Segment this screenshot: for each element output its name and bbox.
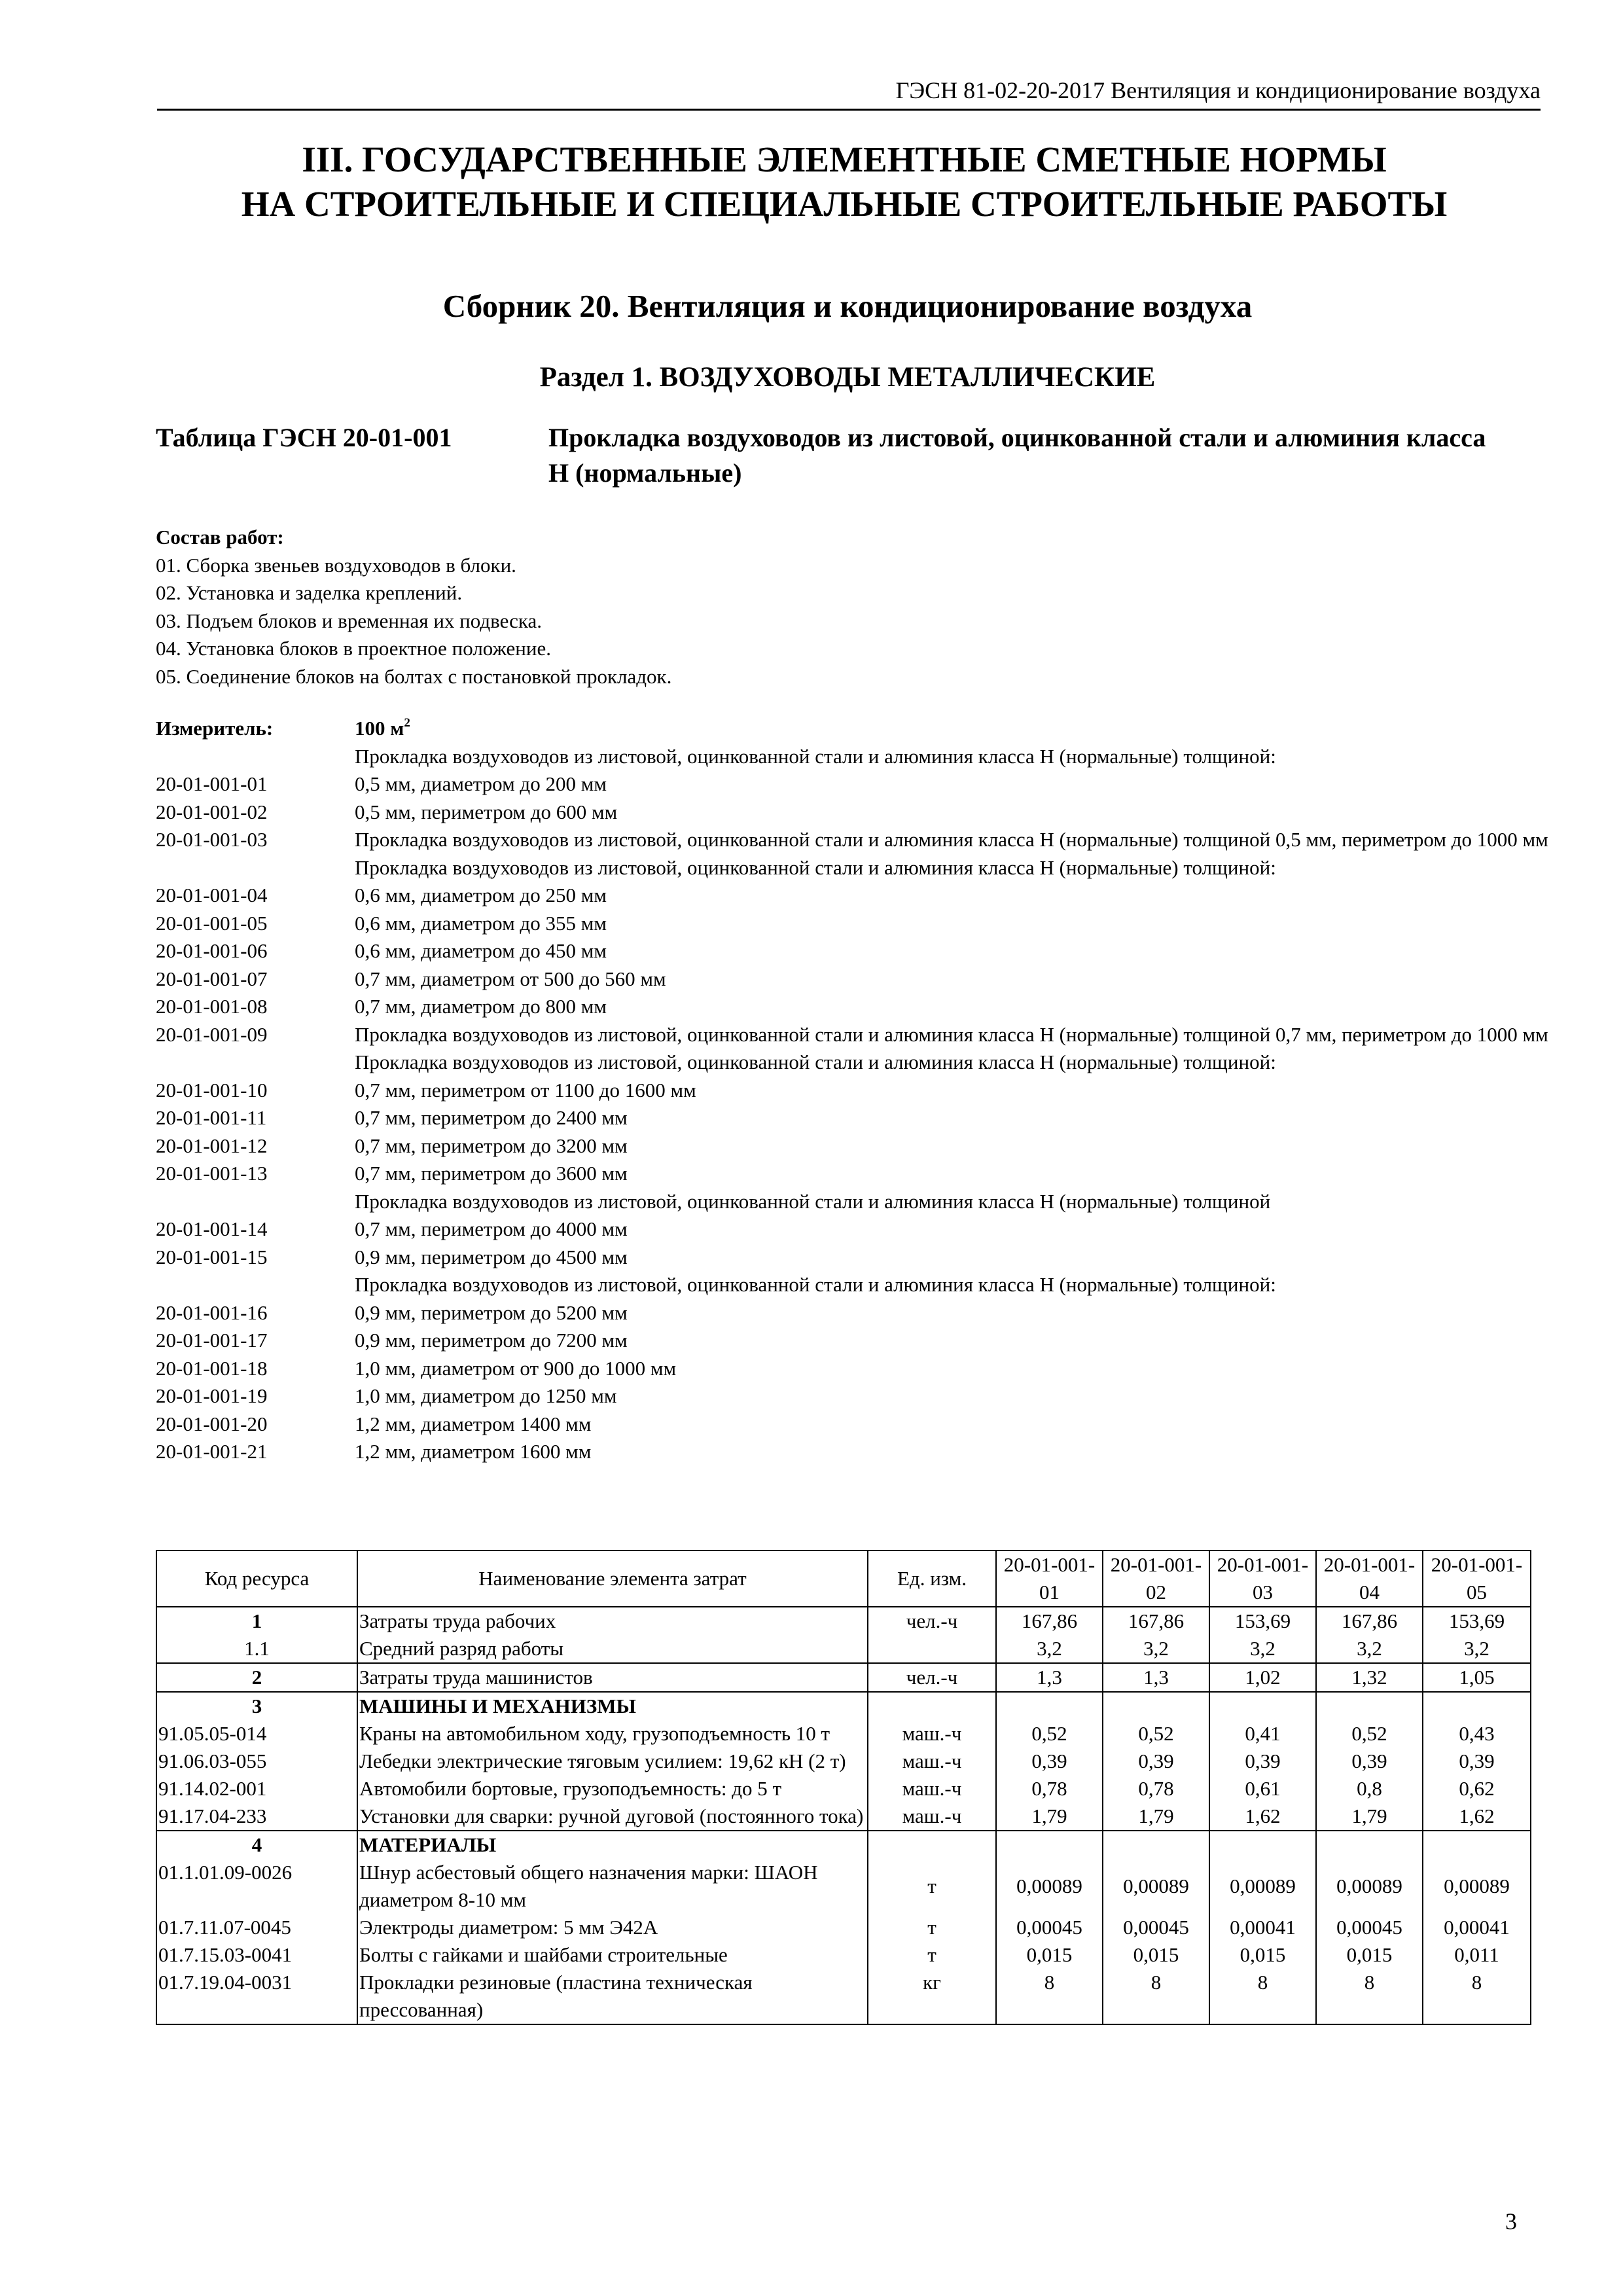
norm-description: 0,7 мм, периметром до 4000 мм <box>355 1217 628 1240</box>
resource-value: 0,39 <box>1316 1748 1423 1775</box>
resource-value: 1,62 <box>1423 1803 1531 1831</box>
resource-table-body <box>156 1607 1531 2024</box>
resource-code: 01.7.11.07-0045 <box>156 1914 357 1941</box>
norm-description: 1,2 мм, диаметром 1600 мм <box>355 1440 592 1463</box>
resource-value: 0,00089 <box>996 1859 1103 1914</box>
work-step: 05. Соединение блоков на болтах с постановкой прокладок. <box>156 664 672 688</box>
resource-code: 3 <box>156 1692 357 1720</box>
norm-row <box>156 826 1576 854</box>
resource-value <box>1103 1831 1209 1859</box>
running-header <box>157 73 1541 111</box>
norm-row <box>156 854 1576 882</box>
chapter-title <box>131 137 1558 226</box>
norm-description: 0,7 мм, диаметром от 500 до 560 мм <box>355 967 666 990</box>
norm-code: 20-01-001-18 <box>156 1356 268 1380</box>
norm-code <box>156 1049 355 1077</box>
work-composition-list <box>156 552 1465 691</box>
norm-description: 0,6 мм, диаметром до 250 мм <box>355 884 607 906</box>
resource-unit: чел.-ч <box>868 1607 996 1635</box>
resource-value: 1,79 <box>1316 1803 1423 1831</box>
norm-row <box>156 1355 1576 1383</box>
resource-unit: т <box>868 1914 996 1941</box>
meter-value <box>355 715 1576 743</box>
resource-value: 3,2 <box>1316 1635 1423 1663</box>
resource-code: 1.1 <box>156 1635 357 1663</box>
norm-row <box>156 910 1576 938</box>
norm-list <box>156 743 1576 1466</box>
resource-table <box>156 1550 1531 2025</box>
norm-code: 20-01-001-15 <box>156 1245 268 1268</box>
resource-value: 1,02 <box>1209 1663 1316 1692</box>
resource-value: 0,015 <box>1103 1941 1209 1969</box>
resource-code: 01.1.01.09-0026 <box>156 1859 357 1914</box>
resource-value: 3,2 <box>1423 1635 1531 1663</box>
resource-code: 91.17.04-233 <box>156 1803 357 1831</box>
resource-value: 0,39 <box>1423 1748 1531 1775</box>
norm-row <box>156 770 1576 798</box>
resource-value <box>1316 1692 1423 1720</box>
resource-value: 0,78 <box>996 1775 1103 1803</box>
work-composition-title: Состав работ: <box>156 526 284 548</box>
resource-unit <box>868 1831 996 1859</box>
norm-code: 20-01-001-20 <box>156 1412 268 1435</box>
resource-value: 0,39 <box>996 1748 1103 1775</box>
resource-name: Затраты труда рабочих <box>357 1607 868 1635</box>
norm-row <box>156 1327 1576 1355</box>
resource-value: 8 <box>1423 1969 1531 2024</box>
norm-row <box>156 1271 1576 1299</box>
table-row <box>156 1775 1531 1803</box>
norm-code: 20-01-001-07 <box>156 967 268 990</box>
meter-block <box>156 715 1576 1466</box>
resource-value: 3,2 <box>1103 1635 1209 1663</box>
chapter-title-line-2: НА СТРОИТЕЛЬНЫЕ И СПЕЦИАЛЬНЫЕ СТРОИТЕЛЬНЫЕ РАБОТЫ <box>241 184 1448 224</box>
resource-value: 0,00041 <box>1423 1914 1531 1941</box>
page-number: 3 <box>1505 2208 1517 2234</box>
header-norm-5: 20-01-001-05 <box>1423 1551 1531 1607</box>
norm-code: 20-01-001-16 <box>156 1300 268 1324</box>
resource-value: 0,8 <box>1316 1775 1423 1803</box>
resource-value <box>1423 1692 1531 1720</box>
resource-value: 0,00045 <box>1316 1914 1423 1941</box>
norm-code: 20-01-001-21 <box>156 1440 268 1463</box>
resource-value: 0,00089 <box>1423 1859 1531 1914</box>
norm-description: 0,9 мм, периметром до 5200 мм <box>355 1300 628 1324</box>
resource-value <box>1209 1831 1316 1859</box>
resource-value: 0,00045 <box>996 1914 1103 1941</box>
table-title: Прокладка воздуховодов из листовой, оцинкованной стали и алюминия класса Н (нормальные) <box>548 423 1486 488</box>
norm-description: 0,5 мм, периметром до 600 мм <box>355 800 618 823</box>
resource-value <box>1209 1692 1316 1720</box>
norm-description: 0,5 мм, диаметром до 200 мм <box>355 772 607 795</box>
table-row <box>156 1803 1531 1831</box>
resource-value: 0,41 <box>1209 1720 1316 1748</box>
resource-value: 3,2 <box>1209 1635 1316 1663</box>
work-step: 04. Установка блоков в проектное положение. <box>156 637 551 660</box>
norm-code: 20-01-001-19 <box>156 1384 268 1407</box>
resource-value: 0,00041 <box>1209 1914 1316 1941</box>
norm-code: 20-01-001-05 <box>156 911 268 935</box>
resource-code: 4 <box>156 1831 357 1859</box>
norm-code: 20-01-001-06 <box>156 939 268 962</box>
norm-row <box>156 1077 1576 1105</box>
norm-row <box>156 1410 1576 1439</box>
resource-value: 1,79 <box>996 1803 1103 1831</box>
resource-value: 0,52 <box>1103 1720 1209 1748</box>
norm-row <box>156 1215 1576 1244</box>
resource-value: 0,61 <box>1209 1775 1316 1803</box>
section-title: Раздел 1. ВОЗДУХОВОДЫ МЕТАЛЛИЧЕСКИЕ <box>539 362 1156 393</box>
resource-name: Шнур асбестовый общего назначения марки: ШАОН диаметром 8-10 мм <box>357 1859 868 1914</box>
resource-name: МАШИНЫ И МЕХАНИЗМЫ <box>357 1692 868 1720</box>
resource-name: МАТЕРИАЛЫ <box>357 1831 868 1859</box>
resource-value: 1,32 <box>1316 1663 1423 1692</box>
resource-name: Автомобили бортовые, грузоподъемность: до 5 т <box>357 1775 868 1803</box>
norm-code: 20-01-001-17 <box>156 1329 268 1352</box>
norm-description: 0,7 мм, периметром до 2400 мм <box>355 1106 628 1129</box>
norm-description: Прокладка воздуховодов из листовой, оцинкованной стали и алюминия класса Н (нормальные) толщиной: <box>355 855 1276 879</box>
norm-description: 0,9 мм, периметром до 7200 мм <box>355 1329 628 1352</box>
resource-unit: маш.-ч <box>868 1803 996 1831</box>
resource-value: 1,05 <box>1423 1663 1531 1692</box>
resource-name: Болты с гайками и шайбами строительные <box>357 1941 868 1969</box>
norm-code <box>156 854 355 882</box>
norm-description: Прокладка воздуховодов из листовой, оцинкованной стали и алюминия класса Н (нормальные) толщиной: <box>355 1050 1276 1073</box>
work-composition <box>156 524 1465 691</box>
resource-value <box>1423 1831 1531 1859</box>
resource-value: 0,00045 <box>1103 1914 1209 1941</box>
work-step: 03. Подъем блоков и временная их подвеска. <box>156 609 542 632</box>
norm-code: 20-01-001-10 <box>156 1078 268 1102</box>
resource-value <box>996 1692 1103 1720</box>
resource-unit <box>868 1692 996 1720</box>
resource-name: Установки для сварки: ручной дуговой (постоянного тока) <box>357 1803 868 1831</box>
norm-row <box>156 1299 1576 1327</box>
header-norm-2: 20-01-001-02 <box>1103 1551 1209 1607</box>
resource-unit <box>868 1635 996 1663</box>
norm-row <box>156 1104 1576 1132</box>
norm-row <box>156 1244 1576 1272</box>
norm-row <box>156 743 1576 771</box>
norm-row <box>156 1049 1576 1077</box>
resource-code: 91.06.03-055 <box>156 1748 357 1775</box>
resource-unit: т <box>868 1941 996 1969</box>
meter-value-text: 100 м <box>355 717 404 740</box>
norm-description: Прокладка воздуховодов из листовой, оцинкованной стали и алюминия класса Н (нормальные) толщиной 0,5 мм, периметром до 1000 мм <box>355 828 1548 851</box>
running-title: ГЭСН 81-02-20-2017 Вентиляция и кондиционирование воздуха <box>895 77 1541 103</box>
norm-row <box>156 1188 1576 1216</box>
resource-value: 0,00089 <box>1209 1859 1316 1914</box>
norm-code <box>156 743 355 771</box>
table-row <box>156 1748 1531 1775</box>
resource-value: 0,00089 <box>1103 1859 1209 1914</box>
header-norm-3: 20-01-001-03 <box>1209 1551 1316 1607</box>
resource-value: 0,39 <box>1103 1748 1209 1775</box>
resource-unit: маш.-ч <box>868 1720 996 1748</box>
norm-description: 1,0 мм, диаметром от 900 до 1000 мм <box>355 1356 677 1380</box>
table-row <box>156 1859 1531 1914</box>
norm-description: Прокладка воздуховодов из листовой, оцинкованной стали и алюминия класса Н (нормальные) толщиной 0,7 мм, периметром до 1000 мм <box>355 1022 1548 1046</box>
norm-code: 20-01-001-08 <box>156 995 268 1018</box>
norm-description: 0,6 мм, диаметром до 450 мм <box>355 939 607 962</box>
resource-value: 8 <box>996 1969 1103 2024</box>
norm-code: 20-01-001-02 <box>156 800 268 823</box>
header-unit: Ед. изм. <box>868 1551 996 1607</box>
norm-row <box>156 1021 1576 1049</box>
header-norm-1: 20-01-001-01 <box>996 1551 1103 1607</box>
resource-value: 167,86 <box>996 1607 1103 1635</box>
resource-unit: т <box>868 1859 996 1914</box>
resource-name: Затраты труда машинистов <box>357 1663 868 1692</box>
resource-value: 0,52 <box>996 1720 1103 1748</box>
resource-value: 0,52 <box>1316 1720 1423 1748</box>
resource-value: 3,2 <box>996 1635 1103 1663</box>
norm-description: 0,7 мм, периметром от 1100 до 1600 мм <box>355 1078 696 1102</box>
resource-unit: кг <box>868 1969 996 2024</box>
resource-value: 167,86 <box>1316 1607 1423 1635</box>
resource-code: 1 <box>156 1607 357 1635</box>
resource-value: 8 <box>1103 1969 1209 2024</box>
norm-code: 20-01-001-09 <box>156 1022 268 1046</box>
norm-row <box>156 937 1576 965</box>
norm-row <box>156 965 1576 994</box>
norm-description: Прокладка воздуховодов из листовой, оцинкованной стали и алюминия класса Н (нормальные) толщиной: <box>355 744 1276 768</box>
resource-name: Краны на автомобильном ходу, грузоподъемность 10 т <box>357 1720 868 1748</box>
resource-unit: маш.-ч <box>868 1748 996 1775</box>
table-row <box>156 1692 1531 1720</box>
resource-name: Прокладки резиновые (пластина техническая прессованная) <box>357 1969 868 2024</box>
norm-code: 20-01-001-11 <box>156 1106 267 1129</box>
norm-description: Прокладка воздуховодов из листовой, оцинкованной стали и алюминия класса Н (нормальные) толщиной <box>355 1189 1271 1213</box>
table-row <box>156 1607 1531 1635</box>
norm-description: 0,9 мм, периметром до 4500 мм <box>355 1245 628 1268</box>
resource-code: 2 <box>156 1663 357 1692</box>
resource-value: 1,79 <box>1103 1803 1209 1831</box>
norm-description: 1,0 мм, диаметром до 1250 мм <box>355 1384 617 1407</box>
collection-title: Сборник 20. Вентиляция и кондиционирование воздуха <box>442 288 1253 324</box>
norm-row <box>156 1132 1576 1160</box>
norm-description: 0,7 мм, диаметром до 800 мм <box>355 995 607 1018</box>
resource-value: 167,86 <box>1103 1607 1209 1635</box>
resource-value <box>1316 1831 1423 1859</box>
table-code: Таблица ГЭСН 20-01-001 <box>156 423 452 452</box>
resource-value: 1,3 <box>1103 1663 1209 1692</box>
norm-description: 0,7 мм, периметром до 3200 мм <box>355 1134 628 1157</box>
norm-code <box>156 1188 355 1216</box>
resource-code: 91.05.05-014 <box>156 1720 357 1748</box>
norm-row <box>156 798 1576 827</box>
resource-value: 1,62 <box>1209 1803 1316 1831</box>
norm-row <box>156 1382 1576 1410</box>
meter-label: Измеритель: <box>156 717 274 740</box>
resource-table-header <box>156 1551 1531 1607</box>
resource-value: 0,015 <box>1209 1941 1316 1969</box>
norm-code: 20-01-001-12 <box>156 1134 268 1157</box>
resource-value <box>996 1831 1103 1859</box>
norm-code: 20-01-001-13 <box>156 1162 268 1185</box>
resource-value: 153,69 <box>1423 1607 1531 1635</box>
header-norm-4: 20-01-001-04 <box>1316 1551 1423 1607</box>
work-step: 01. Сборка звеньев воздуховодов в блоки. <box>156 553 516 577</box>
norm-code: 20-01-001-03 <box>156 828 268 851</box>
resource-value: 8 <box>1316 1969 1423 2024</box>
resource-value: 0,62 <box>1423 1775 1531 1803</box>
resource-value: 0,015 <box>1316 1941 1423 1969</box>
resource-value: 0,015 <box>996 1941 1103 1969</box>
resource-code: 91.14.02-001 <box>156 1775 357 1803</box>
norm-description: 1,2 мм, диаметром 1400 мм <box>355 1412 592 1435</box>
norm-code: 20-01-001-04 <box>156 884 268 906</box>
norm-description: 0,6 мм, диаметром до 355 мм <box>355 911 607 935</box>
norm-row <box>156 1438 1576 1466</box>
table-row <box>156 1969 1531 2024</box>
resource-name: Средний разряд работы <box>357 1635 868 1663</box>
table-row <box>156 1831 1531 1859</box>
header-name: Наименование элемента затрат <box>357 1551 868 1607</box>
resource-value: 0,43 <box>1423 1720 1531 1748</box>
meter-row <box>156 715 1576 743</box>
resource-value: 153,69 <box>1209 1607 1316 1635</box>
resource-value <box>1103 1692 1209 1720</box>
norm-code: 20-01-001-14 <box>156 1217 268 1240</box>
resource-name: Лебедки электрические тяговым усилием: 19,62 кН (2 т) <box>357 1748 868 1775</box>
resource-value: 0,39 <box>1209 1748 1316 1775</box>
resource-value: 0,00089 <box>1316 1859 1423 1914</box>
work-step: 02. Установка и заделка креплений. <box>156 581 463 604</box>
resource-value: 0,78 <box>1103 1775 1209 1803</box>
norm-description: Прокладка воздуховодов из листовой, оцинкованной стали и алюминия класса Н (нормальные) толщиной: <box>355 1273 1276 1296</box>
table-row <box>156 1663 1531 1692</box>
resource-code: 01.7.19.04-0031 <box>156 1969 357 2024</box>
norm-code: 20-01-001-01 <box>156 772 268 795</box>
resource-code: 01.7.15.03-0041 <box>156 1941 357 1969</box>
norm-row <box>156 1160 1576 1188</box>
table-row <box>156 1635 1531 1663</box>
table-row <box>156 1720 1531 1748</box>
meter-value-superscript: 2 <box>404 715 410 730</box>
chapter-title-line-1: III. ГОСУДАРСТВЕННЫЕ ЭЛЕМЕНТНЫЕ СМЕТНЫЕ НОРМЫ <box>302 139 1387 179</box>
norm-row <box>156 993 1576 1021</box>
resource-name: Электроды диаметром: 5 мм Э42А <box>357 1914 868 1941</box>
norm-description: 0,7 мм, периметром до 3600 мм <box>355 1162 628 1185</box>
resource-value: 0,011 <box>1423 1941 1531 1969</box>
resource-unit: маш.-ч <box>868 1775 996 1803</box>
table-row <box>156 1941 1531 1969</box>
resource-unit: чел.-ч <box>868 1663 996 1692</box>
header-code: Код ресурса <box>156 1551 357 1607</box>
norm-code <box>156 1271 355 1299</box>
table-row <box>156 1914 1531 1941</box>
resource-value: 8 <box>1209 1969 1316 2024</box>
norm-row <box>156 882 1576 910</box>
resource-value: 1,3 <box>996 1663 1103 1692</box>
